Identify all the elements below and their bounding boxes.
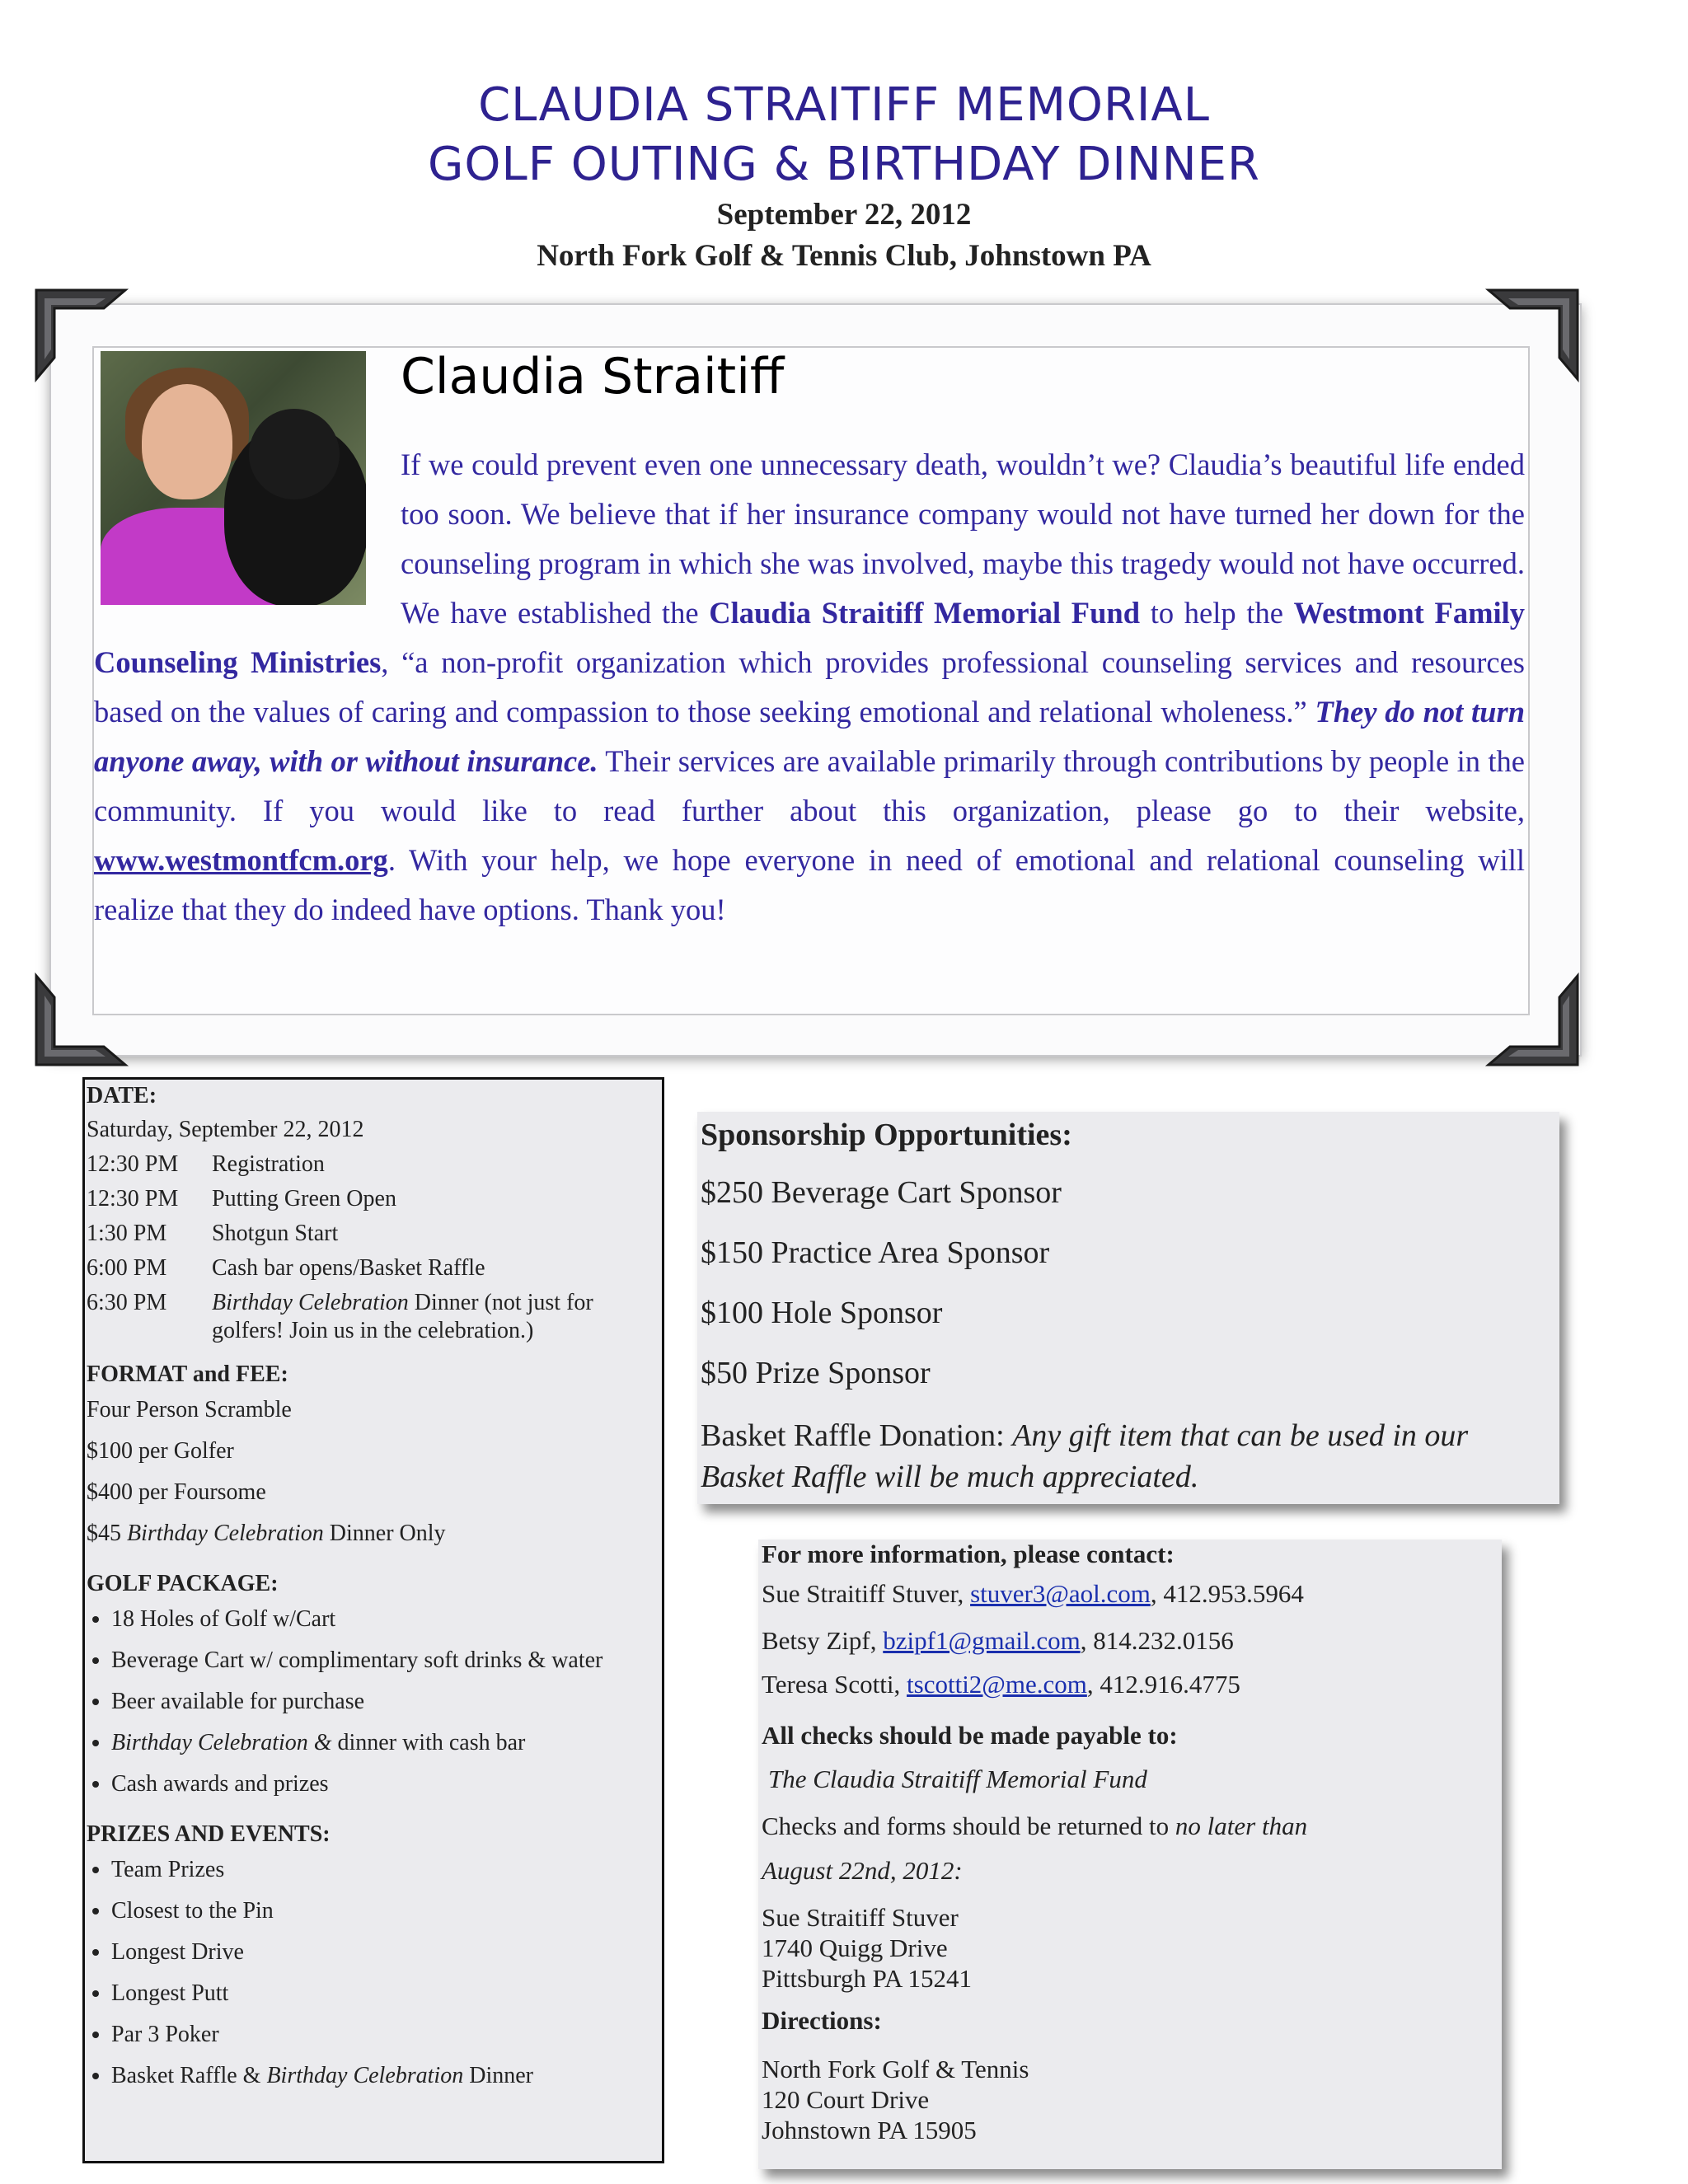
schedule-row [87,1254,655,1282]
event-details-box [82,1077,664,2163]
return-instructions: Checks and forms should be returned to no later than [762,1811,1308,1840]
prize-item: • Longest Drive [111,1932,655,1973]
directions-line: 120 Court Drive [762,2085,930,2114]
fund-name: Claudia Straitiff Memorial Fund [709,596,1140,630]
schedule-time: 12:30 PM [87,1186,179,1212]
sponsor-level: $100 Hole Sponsor [701,1296,943,1330]
sponsor-level: $250 Beverage Cart Sponsor [701,1175,1062,1210]
package-item: • Beer available for purchase [111,1681,655,1722]
directions-heading: Directions: [762,2006,882,2035]
directions-line: North Fork Golf & Tennis [762,2055,1029,2083]
address-line: 1740 Quigg Drive [762,1933,948,1962]
bio-name: Claudia Straitiff [401,348,785,405]
checks-heading: All checks should be made payable to: [762,1721,1178,1750]
date-heading: DATE: [87,1083,157,1108]
contact-heading: For more information, please contact: [762,1540,1175,1568]
schedule-desc: Putting Green Open [212,1186,396,1212]
format-item: $100 per Golfer [87,1438,234,1464]
sponsor-level: $150 Practice Area Sponsor [701,1235,1050,1270]
frame-corner-bottom-left-icon [33,969,132,1068]
bio-text: If we could prevent even one unnecessary death, wouldn’t we? Claudia’s beautiful life ended too soon. We believe that if her insurance company would not have turned her down for the counseling program in which she was involved, maybe this tragedy would not have occurred. We have established the Claudia Straitiff Memorial Fund to help the Westmont Family Counseling Ministries, “a non-profit organization which provides professional counseling services and resources based on the values of caring and compassion to those seeking emotional and relational wholeness.” They do not turn anyone away, with or without insurance. Their services are available primarily through contributions by people in the community. If you would like to read further about this organization, please go to their website, www.westmontfcm.org. With your help, we hope everyone in need of emotional and relational counseling will realize that they do indeed have options. Thank you! [94,448,1526,926]
prize-item: • Closest to the Pin [111,1891,655,1932]
schedule-time: 6:00 PM [87,1255,167,1281]
format-item: $400 per Foursome [87,1479,266,1505]
schedule-desc: Registration [212,1151,325,1177]
format-item: Four Person Scramble [87,1397,292,1422]
schedule-row [87,1220,655,1248]
event-venue: North Fork Golf & Tennis Club, Johnstown PA [537,239,1151,273]
package-item: • Birthday Celebration & dinner with cash bar [111,1722,655,1764]
sponsorship-heading: Sponsorship Opportunities: [701,1118,1072,1152]
format-heading: FORMAT and FEE: [87,1361,288,1387]
prizes-heading: PRIZES AND EVENTS: [87,1821,331,1847]
schedule-desc: Cash bar opens/Basket Raffle [212,1255,485,1281]
prize-item: • Longest Putt [111,1973,655,2014]
event-title-line1: CLAUDIA STRAITIFF MEMORIAL [478,78,1210,132]
frame-corner-top-right-icon [1482,287,1581,386]
schedule-list [87,1151,655,1345]
package-item: • 18 Holes of Golf w/Cart [111,1599,655,1640]
basket-raffle-donation: Basket Raffle Donation: Any gift item that can be used in our Basket Raffle will be much appreciated. [701,1418,1469,1494]
schedule-row [87,1289,655,1345]
payee: The Claudia Straitiff Memorial Fund [768,1765,1147,1793]
date-value: Saturday, September 22, 2012 [87,1117,364,1142]
mailing-address [762,1902,972,1994]
contact-person: Teresa Scotti, tscotti2@me.com, 412.916.4775 [762,1670,1240,1699]
schedule-row [87,1151,655,1179]
format-list [87,1390,655,1513]
contact-email-link[interactable]: stuver3@aol.com [970,1579,1151,1608]
prize-item: • Par 3 Poker [111,2014,655,2055]
frame-corner-bottom-right-icon [1482,969,1581,1068]
contact-box [758,1540,1502,2169]
schedule-time: 12:30 PM [87,1151,179,1177]
schedule-row [87,1185,655,1213]
package-list [87,1599,655,1805]
directions-line: Johnstown PA 15905 [762,2116,977,2144]
emphasis-text: They do not turn anyone away, with or without insurance. [94,695,1525,778]
sponsor-level: $50 Prize Sponsor [701,1356,931,1390]
package-item: • Cash awards and prizes [111,1764,655,1805]
format-item: $45 Birthday Celebration Dinner Only [87,1521,446,1546]
schedule-desc: Shotgun Start [212,1221,339,1246]
address-line: Pittsburgh PA 15241 [762,1964,972,1993]
package-heading: GOLF PACKAGE: [87,1571,279,1596]
deadline: August 22nd, 2012: [762,1856,963,1885]
directions-address [762,2054,1029,2145]
event-date: September 22, 2012 [716,198,972,232]
event-header [0,76,1688,277]
prize-item: • Basket Raffle & Birthday Celebration Dinner [111,2055,655,2097]
schedule-desc: Birthday Celebration Dinner (not just for golfers! Join us in the celebration.) [212,1290,593,1343]
contact-person: Sue Straitiff Stuver, stuver3@aol.com, 412.953.5964 [762,1579,1304,1608]
prize-item: • Team Prizes [111,1849,655,1891]
website-link[interactable]: www.westmontfcm.org [94,843,388,877]
contact-person: Betsy Zipf, bzipf1@gmail.com, 814.232.0156 [762,1626,1234,1655]
contact-email-link[interactable]: tscotti2@me.com [907,1670,1087,1699]
org-name: Westmont Family Counseling Ministries [94,596,1526,679]
schedule-time: 1:30 PM [87,1221,167,1246]
contact-email-link[interactable]: bzipf1@gmail.com [883,1626,1081,1655]
address-line: Sue Straitiff Stuver [762,1903,959,1932]
sponsorship-box [697,1112,1559,1504]
prizes-list [87,1849,655,2097]
schedule-time: 6:30 PM [87,1290,167,1315]
event-title-line2: GOLF OUTING & BIRTHDAY DINNER [428,138,1260,191]
package-item: • Beverage Cart w/ complimentary soft drinks & water [111,1640,655,1681]
